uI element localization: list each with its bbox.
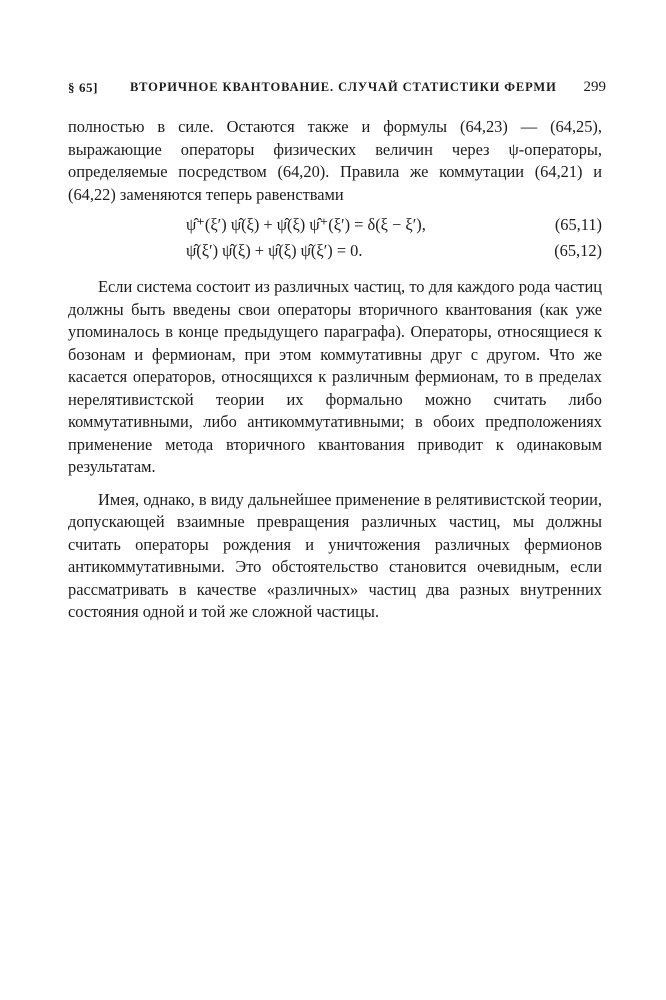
section-number: § 65]: [68, 80, 99, 95]
paragraph-2: Если система состоит из различных частиц, то для каждого рода частиц должны быть введены свои операторы вторичного квантования (как уже упоминалось в конце предыдущего параграфа). Операторы, относящиеся к бозонам и фермионам, при этом коммутативны друг с другом. Что же касается операторов, относящихся к различным фермионам, то в пределах нерелятивистской теории их формально можно считать либо коммутативными, либо антикоммутативными; в обоих предположениях применение метода вторичного квантования приводит к одинаковым результатам.: [68, 277, 602, 476]
formula-65-11: [68, 214, 602, 240]
formula-block: [68, 214, 602, 266]
formula-65-12: [68, 240, 602, 266]
formula-expression: ψ̂(ξ′) ψ̂(ξ) + ψ̂(ξ) ψ̂(ξ′) = 0.: [186, 241, 363, 260]
page-number: 299: [583, 79, 606, 95]
paragraph-1: полностью в силе. Остаются также и формулы (64,23) — (64,25), выражающие операторы физических величин через ψ-операторы, определяемые посредством (64,20). Правила же коммутации (64,21) и (64,22) заменяются теперь равенствами: [68, 117, 602, 204]
formula-number: (65,12): [554, 241, 602, 260]
formula-number: (65,11): [554, 215, 602, 234]
chapter-title: ВТОРИЧНОЕ КВАНТОВАНИЕ. СЛУЧАЙ СТАТИСТИКИ ФЕРМИ: [130, 80, 557, 94]
running-head: [68, 79, 606, 100]
body-text: [68, 116, 602, 624]
paragraph-3: Имея, однако, в виду дальнейшее применение в релятивистской теории, допускающей взаимные превращения различных частиц, мы должны считать операторы рождения и уничтожения различных фермионов антикоммутативными. Это обстоятельство становится очевидным, если рассматривать в качестве «различных» частиц два разных внутренних состояния одной и той же сложной частицы.: [68, 489, 602, 621]
formula-expression: ψ̂⁺(ξ′) ψ̂(ξ) + ψ̂(ξ) ψ̂⁺(ξ′) = δ(ξ − ξ′),: [186, 215, 426, 234]
